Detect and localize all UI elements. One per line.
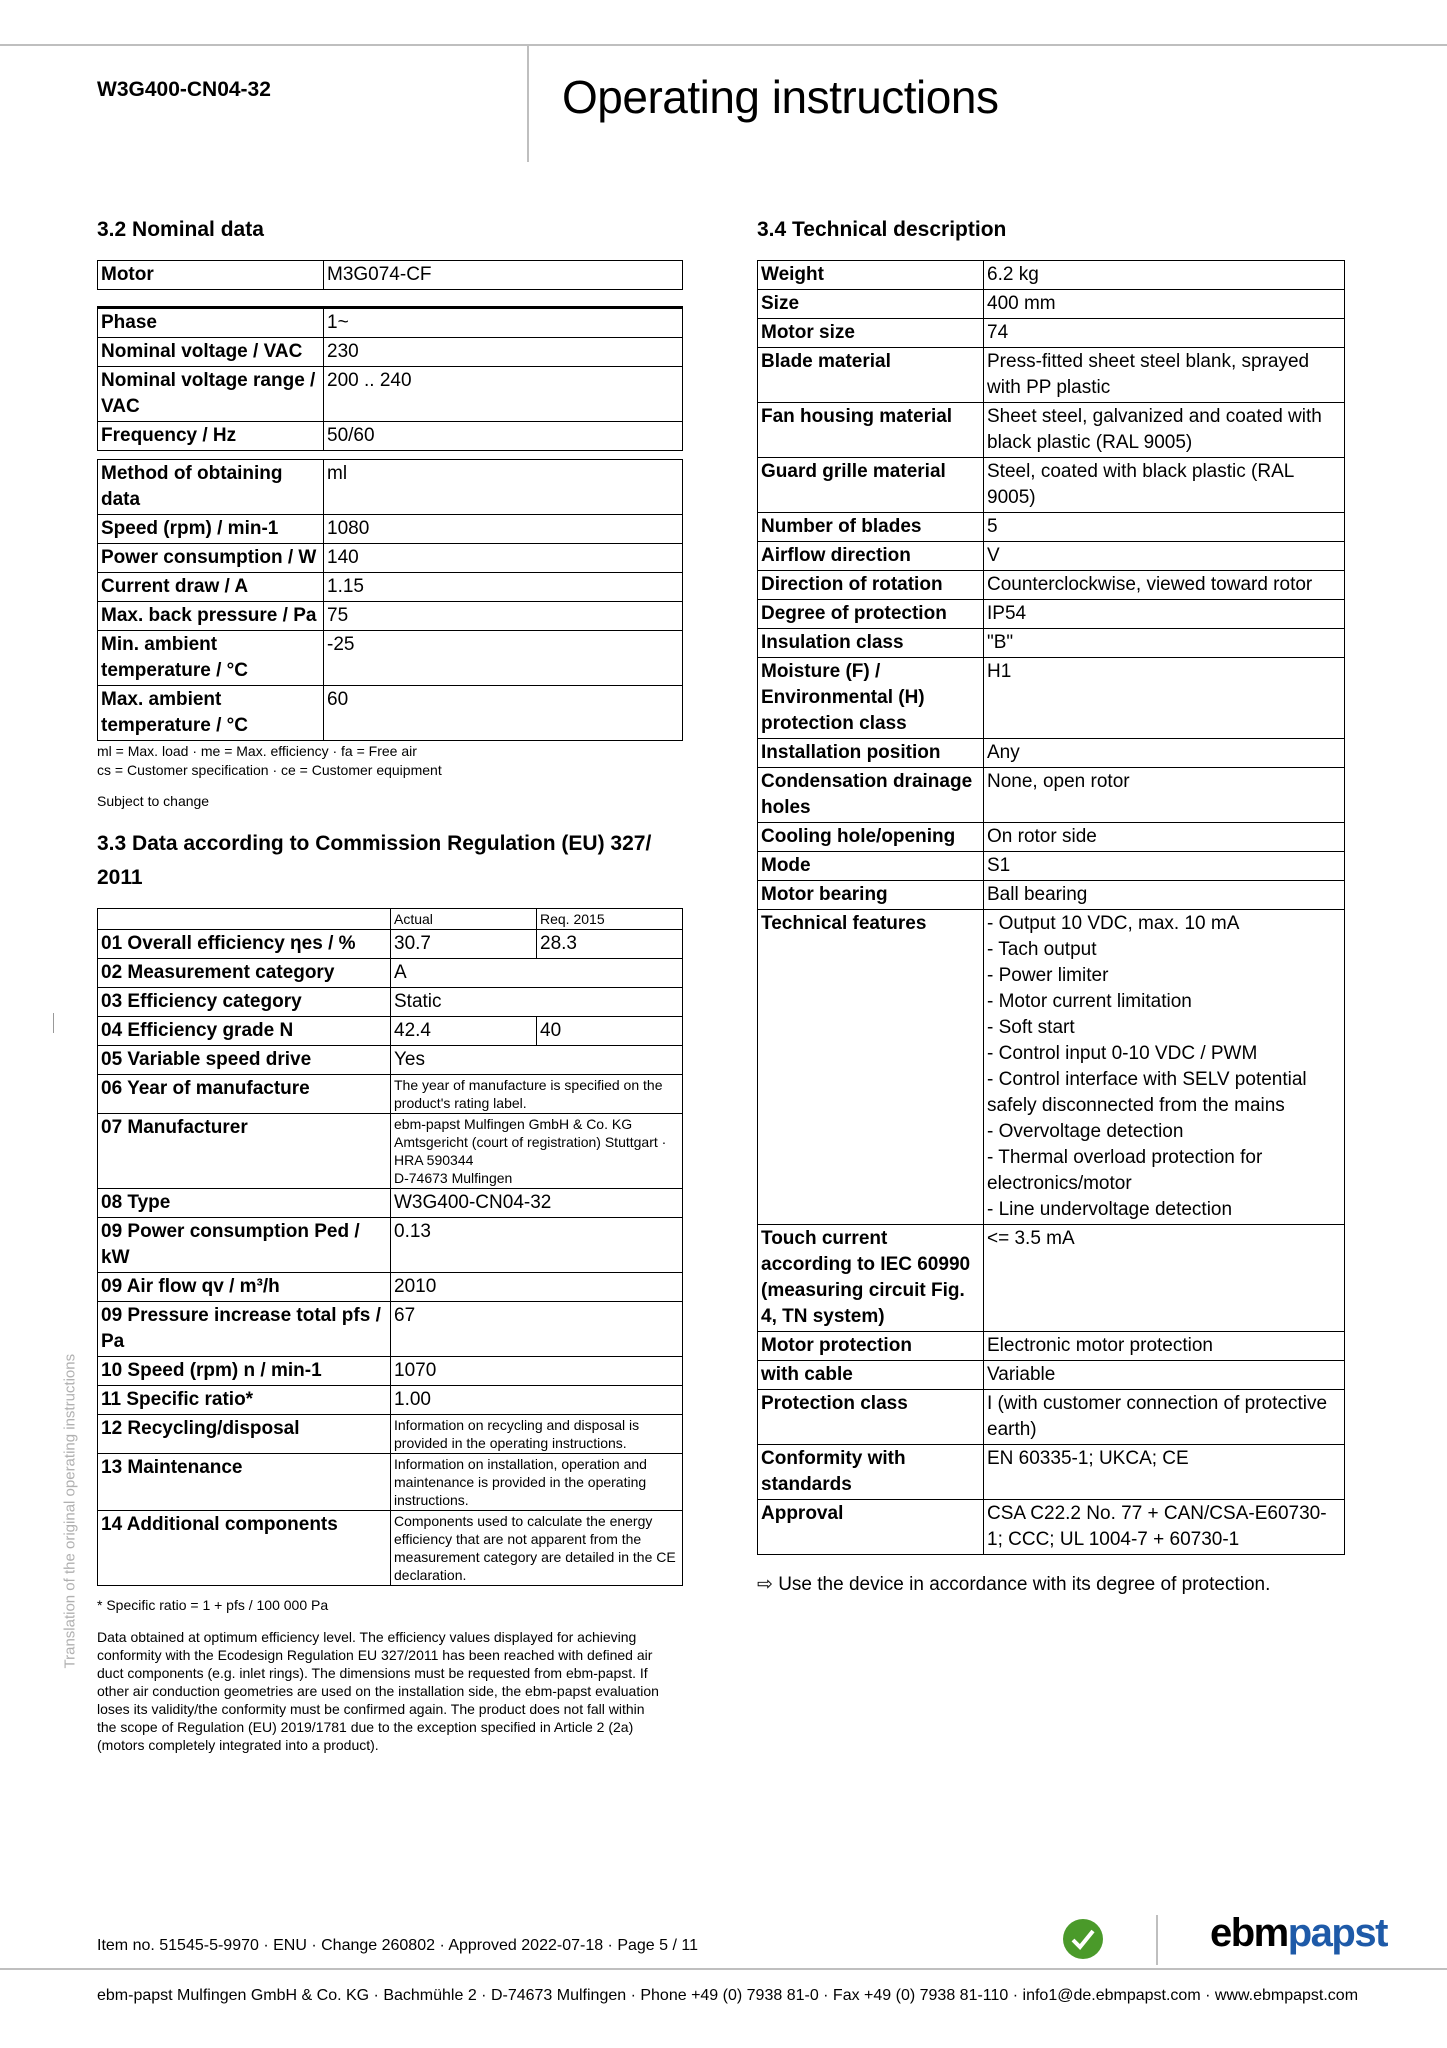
row-key: Direction of rotation bbox=[758, 571, 984, 600]
row-key: 08 Type bbox=[98, 1189, 391, 1218]
table-row bbox=[98, 1075, 683, 1114]
brand-left: ebm bbox=[1210, 1911, 1288, 1955]
row-key: Touch current according to IEC 60990 (measuring circuit Fig. 4, TN system) bbox=[758, 1225, 984, 1332]
row-key: 03 Efficiency category bbox=[98, 988, 391, 1017]
table-row bbox=[98, 544, 683, 573]
row-value: 74 bbox=[984, 319, 1345, 348]
header-divider bbox=[527, 46, 529, 162]
table-row bbox=[98, 930, 683, 959]
row-key: Motor protection bbox=[758, 1332, 984, 1361]
table-row bbox=[758, 261, 1345, 290]
row-key: Max. ambient temperature / °C bbox=[98, 686, 324, 741]
row-key: Nominal voltage range / VAC bbox=[98, 367, 324, 422]
section-heading-nominal: 3.2 Nominal data bbox=[97, 218, 264, 241]
row-key: 11 Specific ratio* bbox=[98, 1386, 391, 1415]
row-key: 10 Speed (rpm) n / min-1 bbox=[98, 1357, 391, 1386]
row-value: "B" bbox=[984, 629, 1345, 658]
row-value: Variable bbox=[984, 1361, 1345, 1390]
table-row bbox=[98, 1511, 683, 1586]
table-row bbox=[98, 422, 683, 451]
header-rule bbox=[0, 44, 1447, 46]
green-tech-badge-icon bbox=[1062, 1918, 1104, 1960]
row-key: Approval bbox=[758, 1500, 984, 1555]
table-row bbox=[758, 852, 1345, 881]
row-key: Phase bbox=[98, 308, 324, 338]
table-row bbox=[758, 881, 1345, 910]
row-key: 09 Power consumption Ped / kW bbox=[98, 1218, 391, 1273]
nominal-performance-table bbox=[97, 459, 683, 741]
table-row bbox=[98, 573, 683, 602]
row-key: Number of blades bbox=[758, 513, 984, 542]
row-key: 07 Manufacturer bbox=[98, 1114, 391, 1189]
table-row bbox=[98, 338, 683, 367]
row-value: 1~ bbox=[324, 308, 683, 338]
row-key: Condensation drainage holes bbox=[758, 768, 984, 823]
row-key: Motor bbox=[98, 261, 324, 290]
row-value: Yes bbox=[391, 1046, 683, 1075]
row-key: 04 Efficiency grade N bbox=[98, 1017, 391, 1046]
table-row bbox=[758, 571, 1345, 600]
row-value: I (with customer connection of protective earth) bbox=[984, 1390, 1345, 1445]
row-key: Airflow direction bbox=[758, 542, 984, 571]
row-key: Guard grille material bbox=[758, 458, 984, 513]
row-value: Steel, coated with black plastic (RAL 9005) bbox=[984, 458, 1345, 513]
side-caption: Translation of the original operating instructions bbox=[61, 1353, 79, 1669]
nominal-motor-table bbox=[97, 260, 683, 290]
row-value: Sheet steel, galvanized and coated with black plastic (RAL 9005) bbox=[984, 403, 1345, 458]
row-value: 60 bbox=[324, 686, 683, 741]
row-value: EN 60335-1; UKCA; CE bbox=[984, 1445, 1345, 1500]
row-value: Ball bearing bbox=[984, 881, 1345, 910]
row-value: 50/60 bbox=[324, 422, 683, 451]
table-row bbox=[758, 1361, 1345, 1390]
row-key: Nominal voltage / VAC bbox=[98, 338, 324, 367]
row-value: Counterclockwise, viewed toward rotor bbox=[984, 571, 1345, 600]
company-address: ebm-papst Mulfingen GmbH & Co. KG · Bachmühle 2 · D-74673 Mulfingen · Phone +49 (0) 7938 81-0 · Fax +49 (0) 7938 81-110 · info1@de.ebmpapst.com · www.ebmpapst.com bbox=[97, 1987, 1359, 2004]
row-value: CSA C22.2 No. 77 + CAN/CSA-E60730-1; CCC; UL 1004-7 + 60730-1 bbox=[984, 1500, 1345, 1555]
table-row bbox=[98, 959, 683, 988]
row-value: 30.7 bbox=[391, 930, 537, 959]
table-row bbox=[98, 367, 683, 422]
row-key: Technical features bbox=[758, 910, 984, 1225]
row-value: 140 bbox=[324, 544, 683, 573]
erp-header-blank bbox=[98, 909, 391, 930]
row-value: V bbox=[984, 542, 1345, 571]
row-value: 42.4 bbox=[391, 1017, 537, 1046]
table-row bbox=[758, 910, 1345, 1225]
row-value: - Output 10 VDC, max. 10 mA - Tach output - Power limiter - Motor current limitation - Soft start - Control input 0-10 VDC / PWM - Control interface with SELV potential safely disconnected from the mains - Overvoltage detection - Thermal overload protection for electronics/motor - Line undervoltage detection bbox=[984, 910, 1345, 1225]
table-row bbox=[98, 1114, 683, 1189]
table-row bbox=[758, 768, 1345, 823]
row-key: 13 Maintenance bbox=[98, 1454, 391, 1511]
row-value: 2010 bbox=[391, 1273, 683, 1302]
nominal-legend-1: ml = Max. load · me = Max. efficiency · fa = Free air bbox=[97, 743, 417, 759]
row-value: -25 bbox=[324, 631, 683, 686]
row-value: A bbox=[391, 959, 683, 988]
row-value: Information on recycling and disposal is provided in the operating instructions. bbox=[391, 1415, 683, 1454]
nominal-legend-2: cs = Customer specification · ce = Customer equipment bbox=[97, 762, 442, 778]
model-number: W3G400-CN04-32 bbox=[97, 78, 271, 101]
row-key: Current draw / A bbox=[98, 573, 324, 602]
row-key: Protection class bbox=[758, 1390, 984, 1445]
table-row bbox=[98, 1302, 683, 1357]
table-row bbox=[758, 348, 1345, 403]
row-key: Fan housing material bbox=[758, 403, 984, 458]
table-row bbox=[758, 290, 1345, 319]
row-key: Max. back pressure / Pa bbox=[98, 602, 324, 631]
erp-footnote: * Specific ratio = 1 + pfs / 100 000 Pa bbox=[97, 1597, 329, 1613]
table-row bbox=[758, 1332, 1345, 1361]
table-row bbox=[98, 686, 683, 741]
table-row bbox=[98, 988, 683, 1017]
row-key: Installation position bbox=[758, 739, 984, 768]
table-row bbox=[758, 458, 1345, 513]
table-row bbox=[758, 1445, 1345, 1500]
item-number: Item no. 51545-5-9970 · ENU · Change 260802 · Approved 2022-07-18 · Page 5 / 11 bbox=[97, 1937, 698, 1954]
erp-col-req: Req. 2015 bbox=[537, 909, 683, 930]
table-row bbox=[758, 629, 1345, 658]
row-value: Components used to calculate the energy efficiency that are not apparent from the measurement category are detailed in the CE declaration. bbox=[391, 1511, 683, 1586]
brand-right: papst bbox=[1287, 1911, 1387, 1955]
row-key: Insulation class bbox=[758, 629, 984, 658]
section-heading-erp-cont: 2011 bbox=[97, 866, 143, 889]
row-value: None, open rotor bbox=[984, 768, 1345, 823]
table-row bbox=[98, 1017, 683, 1046]
table-row bbox=[758, 542, 1345, 571]
row-value: 6.2 kg bbox=[984, 261, 1345, 290]
row-key: Speed (rpm) / min-1 bbox=[98, 515, 324, 544]
row-key: 09 Air flow qv / m³/h bbox=[98, 1273, 391, 1302]
section-heading-erp: 3.3 Data according to Commission Regulation (EU) 327/ bbox=[97, 832, 652, 855]
row-key: Mode bbox=[758, 852, 984, 881]
row-key: Frequency / Hz bbox=[98, 422, 324, 451]
row-value: IP54 bbox=[984, 600, 1345, 629]
row-value: 75 bbox=[324, 602, 683, 631]
ebmpapst-logo bbox=[1210, 1911, 1387, 1956]
row-value: Electronic motor protection bbox=[984, 1332, 1345, 1361]
table-row bbox=[758, 1390, 1345, 1445]
tech-table bbox=[757, 260, 1345, 1555]
row-value: 1080 bbox=[324, 515, 683, 544]
table-row bbox=[98, 1454, 683, 1511]
row-key: Method of obtaining data bbox=[98, 460, 324, 515]
row-key: Weight bbox=[758, 261, 984, 290]
table-row bbox=[758, 1225, 1345, 1332]
footer-divider bbox=[1156, 1915, 1158, 1965]
subject-to-change: Subject to change bbox=[97, 793, 210, 809]
table-row bbox=[758, 1500, 1345, 1555]
erp-col-actual: Actual bbox=[391, 909, 537, 930]
table-row bbox=[758, 739, 1345, 768]
table-row bbox=[758, 513, 1345, 542]
table-row bbox=[758, 823, 1345, 852]
row-key: Conformity with standards bbox=[758, 1445, 984, 1500]
row-value: 400 mm bbox=[984, 290, 1345, 319]
row-value: 1.00 bbox=[391, 1386, 683, 1415]
side-tick bbox=[53, 1013, 54, 1033]
row-key: 12 Recycling/disposal bbox=[98, 1415, 391, 1454]
document-title: Operating instructions bbox=[562, 71, 999, 123]
erp-table bbox=[97, 908, 683, 1586]
table-row bbox=[98, 515, 683, 544]
row-required: 40 bbox=[537, 1017, 683, 1046]
row-key: with cable bbox=[758, 1361, 984, 1390]
nominal-electrical-table bbox=[97, 306, 683, 451]
row-key: Moisture (F) / Environmental (H) protection class bbox=[758, 658, 984, 739]
row-value: On rotor side bbox=[984, 823, 1345, 852]
row-value: 1.15 bbox=[324, 573, 683, 602]
row-value: 200 .. 240 bbox=[324, 367, 683, 422]
row-key: Power consumption / W bbox=[98, 544, 324, 573]
row-value: M3G074-CF bbox=[324, 261, 683, 290]
row-value: 230 bbox=[324, 338, 683, 367]
row-value: 0.13 bbox=[391, 1218, 683, 1273]
row-value: S1 bbox=[984, 852, 1345, 881]
row-key: 06 Year of manufacture bbox=[98, 1075, 391, 1114]
row-value: Any bbox=[984, 739, 1345, 768]
table-row bbox=[758, 600, 1345, 629]
row-value: W3G400-CN04-32 bbox=[391, 1189, 683, 1218]
row-value: H1 bbox=[984, 658, 1345, 739]
table-row bbox=[98, 631, 683, 686]
table-row bbox=[758, 403, 1345, 458]
row-value: Press-fitted sheet steel blank, sprayed with PP plastic bbox=[984, 348, 1345, 403]
erp-paragraph: Data obtained at optimum efficiency level. The efficiency values displayed for achieving conformity with the Ecodesign Regulation EU 327/2011 has been reached with defined air duct components (e.g. inlet rings). The dimensions must be requested from ebm-papst. If other air conduction geometries are used on the installation side, the ebm-papst evaluation loses its validity/the conformity must be confirmed again. The product does not fall within the scope of Regulation (EU) 2019/1781 due to the exception specified in Article 2 (2a) (motors completely integrated into a product). bbox=[97, 1629, 659, 1753]
row-key: 14 Additional components bbox=[98, 1511, 391, 1586]
table-row bbox=[98, 1415, 683, 1454]
row-key: Motor size bbox=[758, 319, 984, 348]
row-key: Size bbox=[758, 290, 984, 319]
row-key: 09 Pressure increase total pfs / Pa bbox=[98, 1302, 391, 1357]
row-value: ebm-papst Mulfingen GmbH & Co. KG Amtsgericht (court of registration) Stuttgart · HRA 590344 D-74673 Mulfingen bbox=[391, 1114, 683, 1189]
table-row bbox=[98, 1189, 683, 1218]
table-row bbox=[758, 319, 1345, 348]
row-key: Motor bearing bbox=[758, 881, 984, 910]
table-row bbox=[98, 1386, 683, 1415]
table-row bbox=[758, 658, 1345, 739]
row-value: Information on installation, operation and maintenance is provided in the operating instructions. bbox=[391, 1454, 683, 1511]
table-row bbox=[98, 602, 683, 631]
row-value: ml bbox=[324, 460, 683, 515]
section-heading-tech: 3.4 Technical description bbox=[757, 218, 1007, 241]
row-value: <= 3.5 mA bbox=[984, 1225, 1345, 1332]
row-key: Degree of protection bbox=[758, 600, 984, 629]
row-key: Cooling hole/opening bbox=[758, 823, 984, 852]
row-value: 1070 bbox=[391, 1357, 683, 1386]
table-row bbox=[98, 1357, 683, 1386]
tech-note: ⇨ Use the device in accordance with its degree of protection. bbox=[757, 1574, 1271, 1595]
row-value: 67 bbox=[391, 1302, 683, 1357]
row-required: 28.3 bbox=[537, 930, 683, 959]
table-row bbox=[98, 308, 683, 338]
row-key: 05 Variable speed drive bbox=[98, 1046, 391, 1075]
row-key: 02 Measurement category bbox=[98, 959, 391, 988]
row-value: The year of manufacture is specified on the product's rating label. bbox=[391, 1075, 683, 1114]
row-key: Min. ambient temperature / °C bbox=[98, 631, 324, 686]
row-key: Blade material bbox=[758, 348, 984, 403]
table-row bbox=[98, 1273, 683, 1302]
footer-rule bbox=[0, 1968, 1447, 1970]
row-value: Static bbox=[391, 988, 683, 1017]
table-row bbox=[98, 1218, 683, 1273]
row-key: 01 Overall efficiency ηes / % bbox=[98, 930, 391, 959]
table-row bbox=[98, 460, 683, 515]
row-value: 5 bbox=[984, 513, 1345, 542]
table-row bbox=[98, 1046, 683, 1075]
